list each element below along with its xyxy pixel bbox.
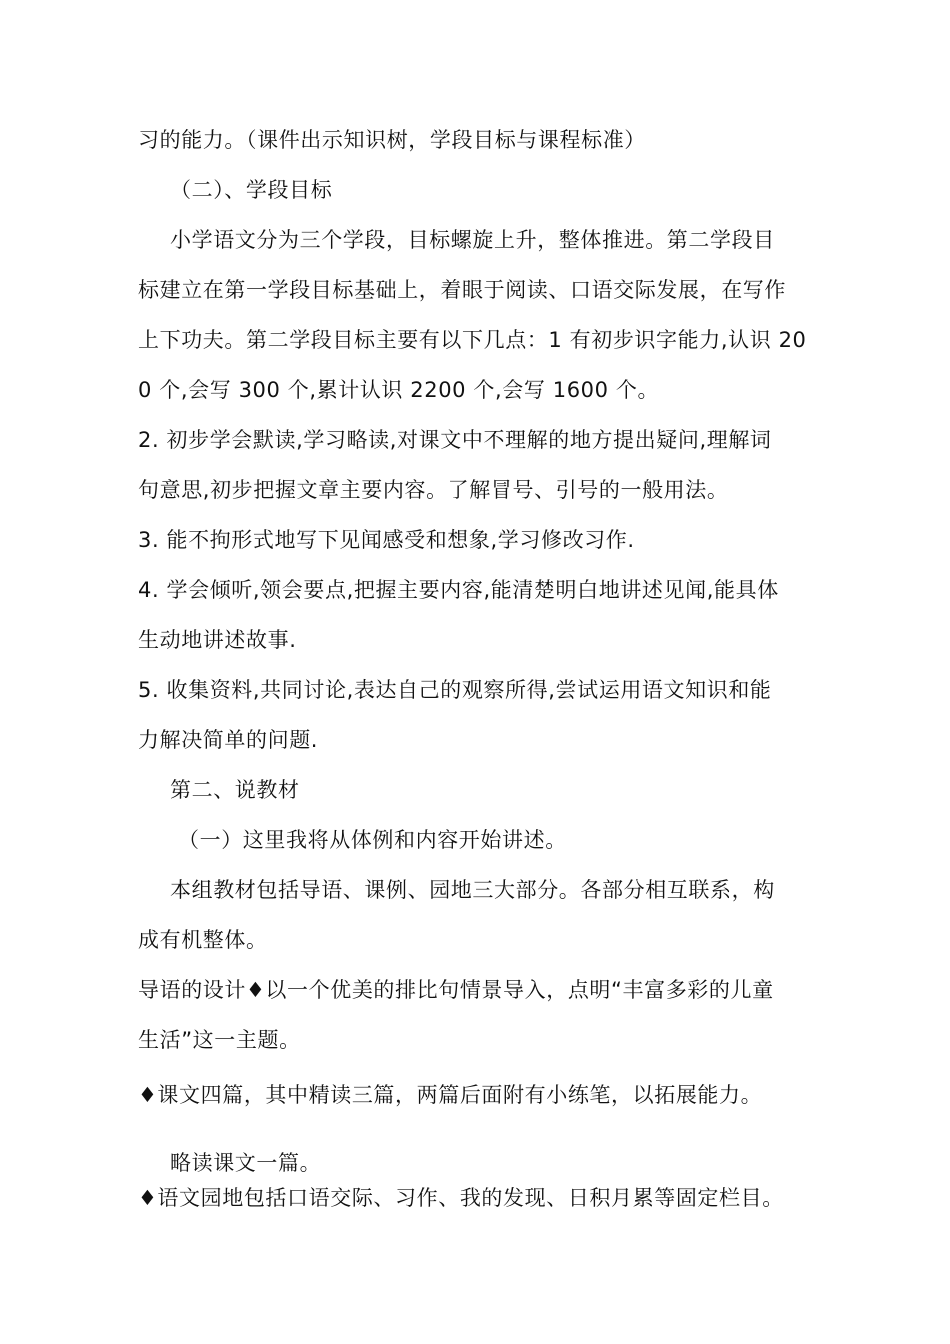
paragraph-line: 力解决简单的问题. [138, 728, 319, 752]
bullet-line: ♦语文园地包括口语交际、习作、我的发现、日积月累等固定栏目。 [138, 1186, 784, 1210]
section-heading: （二）、学段目标 [170, 178, 333, 202]
paragraph-line: 小学语文分为三个学段，目标螺旋上升，整体推进。第二学段目 [170, 228, 775, 252]
paragraph-line: 成有机整体。 [138, 928, 268, 952]
list-item: 3. 能不拘形式地写下见闻感受和想象,学习修改习作. [138, 528, 635, 552]
paragraph-line: 标建立在第一学段目标基础上，着眼于阅读、口语交际发展，在写作 [138, 278, 786, 302]
bullet-line: ♦课文四篇，其中精读三篇，两篇后面附有小练笔，以拓展能力。 [138, 1083, 763, 1107]
list-item: 5. 收集资料,共同讨论,表达自己的观察所得,尝试运用语文知识和能 [138, 678, 772, 702]
section-heading: 第二、说教材 [170, 778, 300, 802]
paragraph-line: 上下功夫。第二学段目标主要有以下几点：1 有初步识字能力,认识 20 [138, 328, 807, 352]
list-item: 2. 初步学会默读,学习略读,对课文中不理解的地方提出疑问,理解词 [138, 428, 772, 452]
paragraph-line: 习的能力。（课件出示知识树，学段目标与课程标准） [138, 128, 646, 152]
paragraph-line: 生动地讲述故事. [138, 628, 297, 652]
paragraph-line: 句意思,初步把握文章主要内容。了解冒号、引号的一般用法。 [138, 478, 729, 502]
list-item: 4. 学会倾听,领会要点,把握主要内容,能清楚明白地讲述见闻,能具体 [138, 578, 779, 602]
paragraph-line: 本组教材包括导语、课例、园地三大部分。各部分相互联系，构 [170, 878, 775, 902]
paragraph-line: 导语的设计♦以一个优美的排比句情景导入，点明“丰富多彩的儿童 [138, 978, 774, 1002]
paragraph-line: 0 个,会写 300 个,累计认识 2200 个,会写 1600 个。 [138, 378, 660, 402]
subsection-heading: （一）这里我将从体例和内容开始讲述。 [178, 828, 567, 852]
paragraph-line: 略读课文一篇。 [170, 1151, 322, 1175]
paragraph-line: 生活”这一主题。 [138, 1028, 301, 1052]
